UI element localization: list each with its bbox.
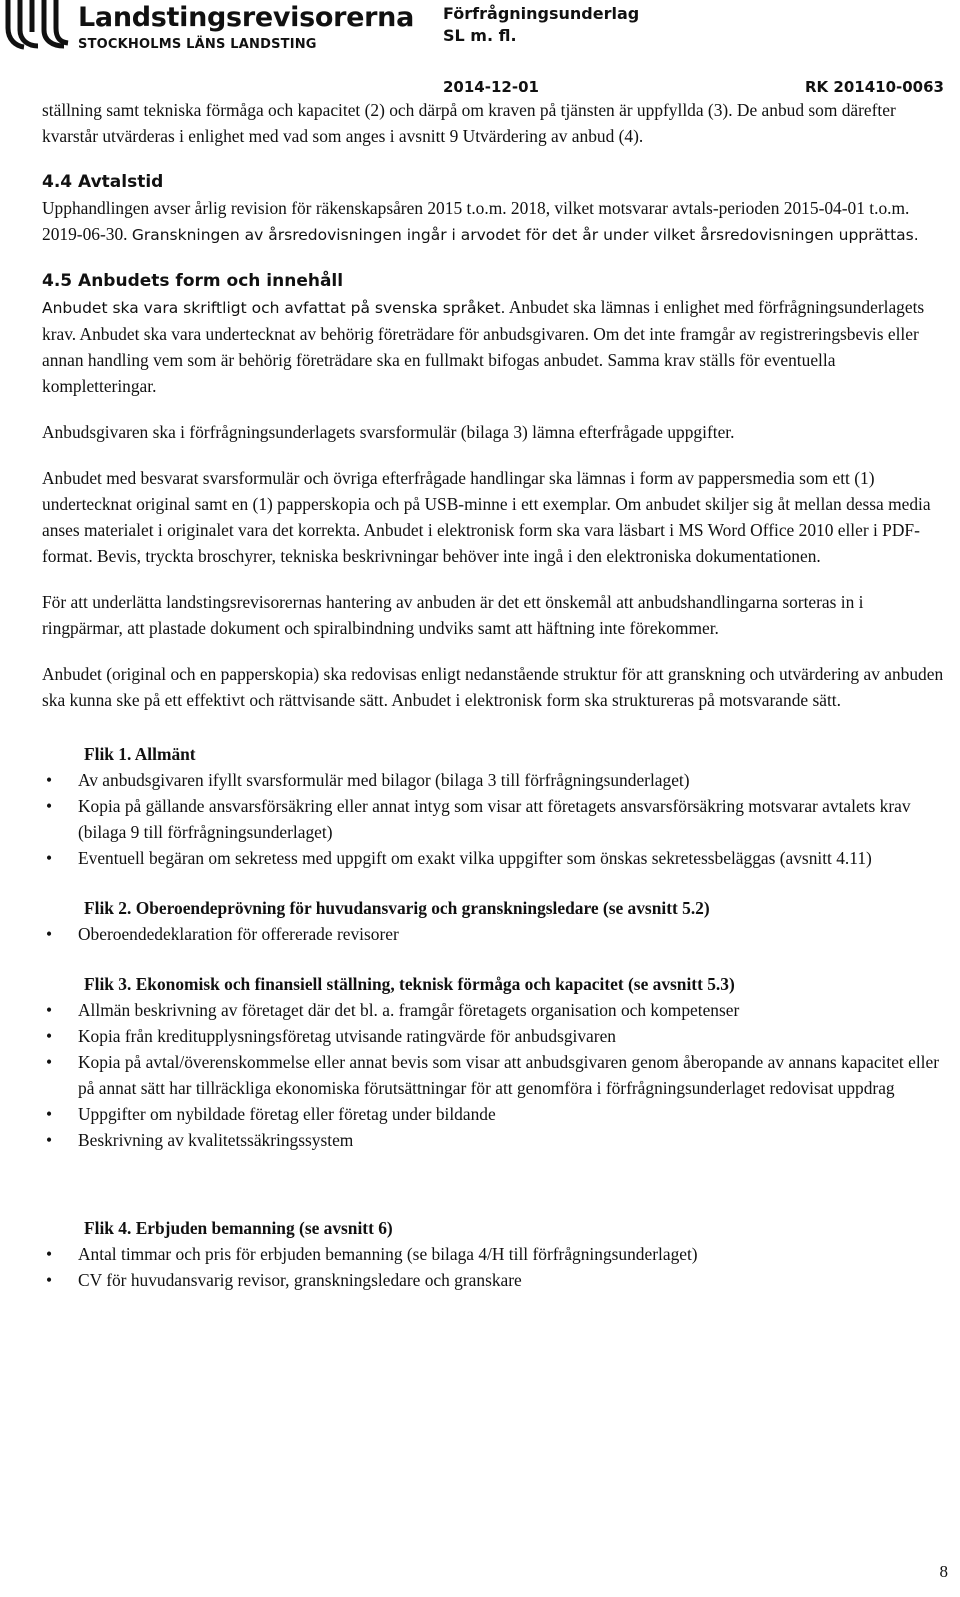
bullet-icon: •	[45, 1244, 53, 1264]
page-header	[0, 0, 960, 100]
list-item	[42, 1023, 947, 1049]
flik-4-list	[42, 1241, 947, 1293]
bullet-icon: •	[45, 770, 53, 790]
list-item-text: Allmän beskrivning av företaget där det bl. a. framgår företagets organisation och kompetenser	[78, 1000, 740, 1020]
document-body	[42, 97, 947, 1293]
logo-subtitle: STOCKHOLMS LÄNS LANDSTING	[78, 37, 317, 52]
section-4-5-paragraph-4: För att underlätta landstingsrevisorernas hantering av anbuden är det ett önskemål att anbudshandlingarna sorteras in i ringpärmar, att plastade dokument och spiralbindning undviks samt att häftning inte förekommer.	[42, 592, 864, 638]
list-item	[42, 1127, 947, 1153]
section-4-5-text-serif: Anbudet ska lämnas i enlighet med förfrågningsunderlagets krav. Anbudet ska vara undertecknat av behörig företrädare för anbudsgivaren. Om det inte framgår av registreringsbevis eller annan handling vem som är behörig företrädare ska en fullmakt bifogas anbudet. Samma krav ställs för eventuella kompletteringar.	[42, 297, 925, 396]
list-item	[42, 1241, 947, 1267]
logo-name: Landstingsrevisorerna	[78, 2, 415, 33]
list-item	[42, 793, 947, 845]
bullet-icon: •	[45, 796, 53, 816]
list-item	[42, 845, 947, 871]
section-4-5-text-sans: Anbudet ska vara skriftligt och avfattat på svenska språket.	[42, 299, 506, 317]
organization-logo	[2, 0, 415, 58]
bullet-icon: •	[45, 1130, 53, 1150]
list-item-text: Kopia på gällande ansvarsförsäkring eller annat intyg som visar att företagets ansvarsförsäkring motsvarar avtalets krav (bilaga 9 till förfrågningsunderlaget)	[78, 796, 911, 842]
document-reference: RK 201410-0063	[805, 78, 944, 96]
list-item-text: Antal timmar och pris för erbjuden bemanning (se bilaga 4/H till förfrågningsunderlaget)	[78, 1244, 698, 1264]
bullet-icon: •	[45, 1270, 53, 1290]
bullet-icon: •	[45, 848, 53, 868]
bullet-icon: •	[45, 1000, 53, 1020]
flik-1-title: Flik 1. Allmänt	[84, 744, 196, 764]
document-subtitle: SL m. fl.	[443, 26, 517, 45]
flik-1-list	[42, 767, 947, 871]
list-item	[42, 921, 947, 947]
list-item-text: Eventuell begäran om sekretess med uppgift om exakt vilka uppgifter som önskas sekretessbeläggas (avsnitt 4.11)	[78, 848, 872, 868]
bullet-icon: •	[45, 924, 53, 944]
section-heading-4-4: 4.4 Avtalstid	[42, 172, 164, 192]
section-4-4-text-serif: Upphandlingen avser årlig revision för räkenskapsåren 2015 t.o.m. 2018, vilket motsvarar avtals-perioden 2015-04-01 t.o.m. 2019-06-30.	[42, 198, 910, 244]
intro-paragraph: ställning samt tekniska förmåga och kapacitet (2) och därpå om kraven på tjänsten är uppfyllda (3). De anbud som därefter kvarstår utvärderas i enlighet med vad som anges i avsnitt 9 Utvärdering av anbud (4).	[42, 100, 896, 146]
section-4-5-paragraph-1	[42, 294, 947, 399]
list-item	[42, 997, 947, 1023]
list-item	[42, 767, 947, 793]
bullet-icon: •	[45, 1052, 53, 1072]
section-4-4-paragraph	[42, 195, 947, 248]
list-item-text: Uppgifter om nybildade företag eller företag under bildande	[78, 1104, 496, 1124]
section-4-5-paragraph-2: Anbudsgivaren ska i förfrågningsunderlagets svarsformulär (bilaga 3) lämna efterfrågade uppgifter.	[42, 422, 735, 442]
flik-3-list	[42, 997, 947, 1153]
list-item-text: Kopia på avtal/överenskommelse eller annat bevis som visar att anbudsgivaren genom åberopande av annans kapacitet eller på annat sätt har tillräckliga ekonomiska förutsättningar för att genomföra i förfrågningsunderlaget redovisat uppdrag	[78, 1052, 940, 1098]
list-item-text: Av anbudsgivaren ifyllt svarsformulär med bilagor (bilaga 3 till förfrågningsunderlaget)	[78, 770, 690, 790]
document-date: 2014-12-01	[443, 78, 539, 96]
bullet-icon: •	[45, 1104, 53, 1124]
list-item-text: Beskrivning av kvalitetssäkringssystem	[78, 1130, 354, 1150]
list-item	[42, 1267, 947, 1293]
list-item-text: CV för huvudansvarig revisor, granskningsledare och granskare	[78, 1270, 522, 1290]
flik-3-title: Flik 3. Ekonomisk och finansiell ställning, teknisk förmåga och kapacitet (se avsnitt 5.3)	[84, 974, 735, 994]
list-item	[42, 1101, 947, 1127]
bullet-icon: •	[45, 1026, 53, 1046]
logo-mark-icon	[2, 0, 72, 56]
flik-2-title: Flik 2. Oberoendeprövning för huvudansvarig och granskningsledare (se avsnitt 5.2)	[84, 898, 710, 918]
section-heading-4-5: 4.5 Anbudets form och innehåll	[42, 271, 344, 291]
list-item	[42, 1049, 947, 1101]
flik-4-title: Flik 4. Erbjuden bemanning (se avsnitt 6)	[84, 1218, 393, 1238]
section-4-5-paragraph-3: Anbudet med besvarat svarsformulär och övriga efterfrågade handlingar ska lämnas i form av pappersmedia som ett (1) undertecknat original samt en (1) papperskopia och på USB-minne i ett exemplar. Om anbudet skiljer sig åt mellan dessa media anses materialet i originalet vara det korrekta. Anbudet i elektronisk form ska vara läsbart i MS Word Office 2010 eller i PDF-format. Bevis, tryckta broschyrer, tekniska beskrivningar behöver inte ingå i den elektroniska dokumentationen.	[42, 468, 931, 566]
list-item-text: Kopia från kreditupplysningsföretag utvisande ratingvärde för anbudsgivaren	[78, 1026, 616, 1046]
list-item-text: Oberoendedeklaration för offererade revisorer	[78, 924, 399, 944]
flik-2-list	[42, 921, 947, 947]
section-4-4-text-sans: Granskningen av årsredovisningen ingår i arvodet för det år under vilket årsredovisningen upprättas.	[131, 226, 919, 244]
document-type: Förfrågningsunderlag	[443, 4, 640, 23]
section-4-5-paragraph-5: Anbudet (original och en papperskopia) ska redovisas enligt nedanstående struktur för att granskning och utvärdering av anbuden ska kunna ske på ett effektivt och rättvisande sätt. Anbudet i elektronisk form ska struktureras på motsvarande sätt.	[42, 664, 944, 710]
page-number: 8	[939, 1562, 948, 1581]
